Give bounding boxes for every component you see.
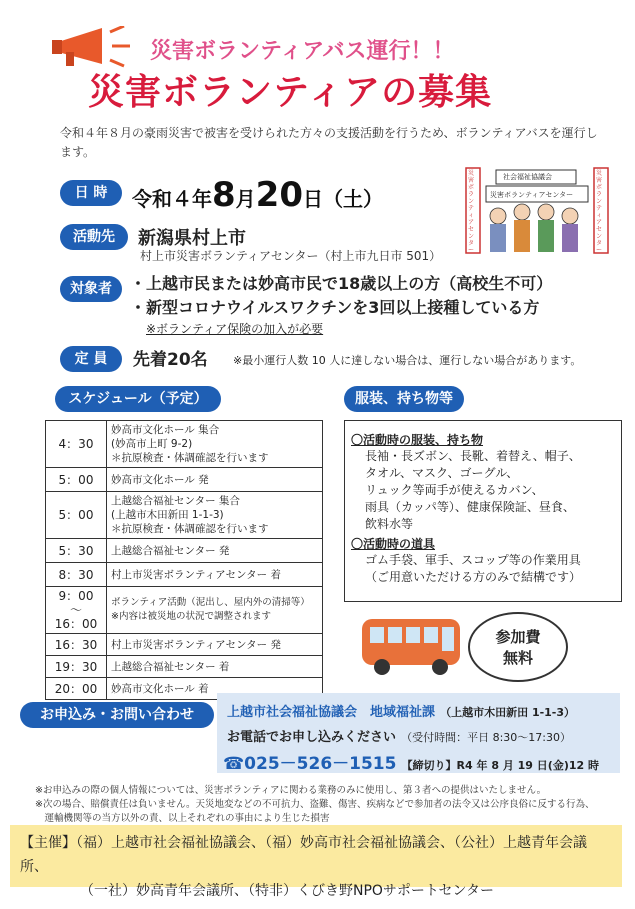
place-sub: 村上市災害ボランティアセンター（村上市九日市 501）	[140, 249, 442, 263]
date-month-unit: 月	[235, 187, 256, 211]
schedule-time: 16：30	[46, 634, 107, 656]
table-row	[46, 656, 323, 678]
note-line: 運輸機関等の当方以外の責、以上それぞれの事由により生じた損害	[35, 813, 330, 824]
table-row	[46, 634, 323, 656]
date-month: 8	[212, 175, 236, 215]
contact-hours: （受付時間：平日 8:30〜17:30）	[401, 731, 572, 744]
note-line: ※お申込みの際の個人情報については、災害ボランティアに関わる業務のみに使用し、第３者への提供はいたしません。	[35, 785, 547, 796]
tools-line: ゴム手袋、軍手、スコップ等の作業用具	[365, 553, 581, 567]
sub-title: 災害ボランティアバス運行！！	[150, 39, 455, 64]
capacity-label: 定 員	[60, 346, 122, 372]
clothing-line: タオル、マスク、ゴーグル、	[365, 466, 519, 480]
contact-phone[interactable]: ☎025－526－1515	[223, 754, 397, 774]
schedule-detail: 妙高市文化ホール 発	[107, 468, 323, 492]
event-date	[132, 175, 383, 215]
target-note: ※ボランティア保険の加入が必要	[146, 322, 324, 336]
illustration-sign-1: 社会福祉協議会	[503, 173, 552, 181]
date-day: 20	[255, 175, 303, 215]
organizers-line-2: （一社）妙高青年会議所、（特非）くびき野NPOサポートセンター	[80, 883, 494, 899]
place-main: 新潟県村上市	[138, 228, 246, 249]
fee-label: 参加費	[495, 628, 541, 646]
intro-text: 令和４年８月の豪雨災害で被害を受けられた方々の支援活動を行うため、ボランティアバスを運行します。	[60, 126, 598, 159]
page-title: 災害ボランティアの募集	[88, 72, 493, 113]
schedule-time: 5：30	[46, 539, 107, 563]
fee-bubble	[468, 612, 568, 682]
schedule-detail: 上越総合福祉センター 着	[107, 656, 323, 678]
target-line-2: ・新型コロナウイルスワクチンを3回以上接種している方	[130, 298, 540, 317]
schedule-time: 9：00 〜 16：00	[46, 587, 107, 634]
table-row	[46, 539, 323, 563]
footer-notes	[35, 784, 625, 826]
contact-label: お申込み・お問い合わせ	[20, 702, 214, 728]
schedule-time: 20：00	[46, 678, 107, 700]
schedule-time: 8：30	[46, 563, 107, 587]
contact-box	[217, 693, 620, 773]
organizers-box	[10, 825, 622, 899]
schedule-time: 19：30	[46, 656, 107, 678]
contact-org: 上越市社会福祉協議会 地域福祉課	[227, 705, 436, 720]
illustration-banner-right: 災害ボランティアセンター	[596, 170, 603, 254]
illustration-sign-2: 災害ボランティアセンター	[490, 191, 574, 199]
clothing-line: リュック等両手が使えるカバン、	[365, 483, 544, 497]
target-label: 対象者	[60, 276, 122, 302]
place-label: 活動先	[60, 224, 128, 250]
table-row	[46, 563, 323, 587]
schedule-time: 4：30	[46, 421, 107, 468]
organizers-line-1: 【主催】（福）上越市社会福祉協議会、（福）妙高市社会福祉協議会、（公社）上越青年会議所、	[20, 835, 587, 875]
items-box	[344, 420, 622, 602]
schedule-time: 5：00	[46, 468, 107, 492]
table-row	[46, 421, 323, 468]
note-line: ※次の場合、賠償責任は負いません。天災地変などの不可抗力、盗難、傷害、疾病などで参加者の法令又は公序良俗に反する行為、	[35, 799, 595, 810]
schedule-title: スケジュール（予定）	[55, 386, 221, 412]
date-label: 日 時	[60, 180, 122, 206]
clothing-line: 飲料水等	[365, 517, 414, 531]
tools-line: （ご用意いただける方のみで結構です）	[365, 570, 582, 584]
clothing-line: 長袖・長ズボン、長靴、着替え、帽子、	[365, 449, 581, 463]
contact-phone-note: お電話でお申し込みください	[227, 730, 397, 745]
schedule-detail: 妙高市文化ホール 着	[107, 678, 323, 700]
tools-heading: 〇活動時の道具	[351, 537, 436, 551]
schedule-detail: 村上市災害ボランティアセンター 着	[107, 563, 323, 587]
schedule-detail: 上越総合福祉センター 集合 (上越市木田新田 1-1-3) ＊抗原検査・体調確認を行います	[107, 492, 323, 539]
date-prefix: 令和４年	[132, 187, 212, 211]
target-line-1: ・上越市民または妙高市民で18歳以上の方（高校生不可）	[130, 274, 553, 293]
clothing-line: 雨具（カッパ等）、健康保険証、昼食、	[365, 500, 575, 514]
capacity-note: ※最小運行人数 10 人に達しない場合は、運行しない場合があります。	[233, 354, 582, 367]
table-row	[46, 587, 323, 634]
bus-icon	[360, 615, 464, 681]
schedule-detail: ボランティア活動（泥出し、屋内外の清掃等） ※内容は被災地の状況で調整されます	[107, 587, 323, 634]
capacity-main: 先着20名	[133, 350, 208, 370]
contact-deadline: 【締切り】R4 年 8 月 19 日(金)12 時	[401, 759, 599, 772]
table-row	[46, 468, 323, 492]
schedule-detail: 妙高市文化ホール 集合 (妙高市上町 9-2) ＊抗原検査・体調確認を行います	[107, 421, 323, 468]
clothing-heading: 〇活動時の服装、持ち物	[351, 433, 484, 447]
illustration-banner-left: 災害ボランティアセンター	[468, 170, 475, 254]
contact-org-address: （上越市木田新田 1-1-3）	[440, 706, 576, 719]
schedule-time: 5：00	[46, 492, 107, 539]
schedule-detail: 村上市災害ボランティアセンター 発	[107, 634, 323, 656]
schedule-table	[45, 420, 323, 700]
fee-value: 無料	[502, 649, 533, 667]
table-row	[46, 492, 323, 539]
date-day-unit: 日（土）	[303, 187, 383, 211]
schedule-detail: 上越総合福祉センター 発	[107, 539, 323, 563]
items-title: 服装、持ち物等	[344, 386, 464, 412]
